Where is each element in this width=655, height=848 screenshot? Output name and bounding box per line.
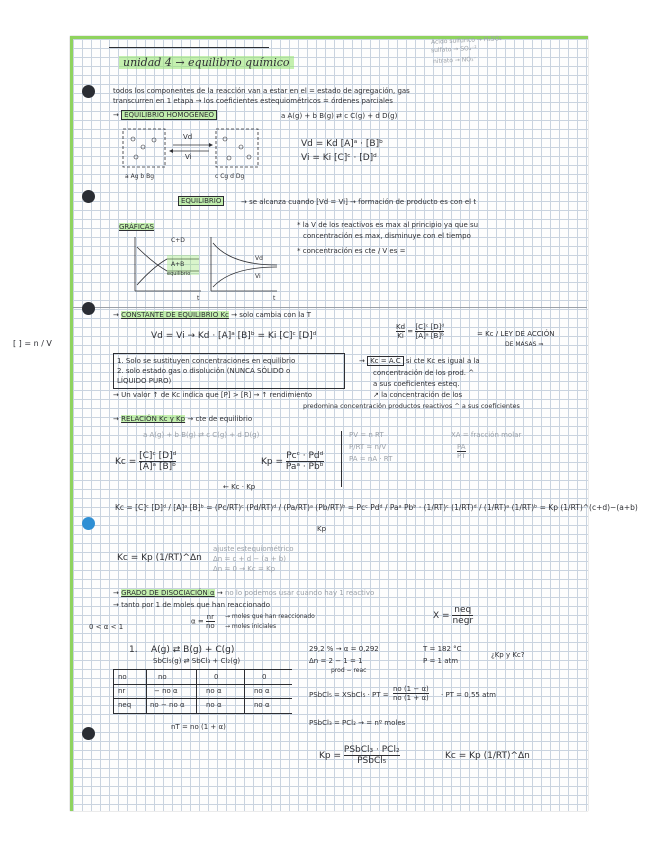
constante-text: solo cambia con la T xyxy=(239,311,311,319)
kc-kp-arrow: ← Kc · Kp xyxy=(223,483,256,491)
grado-label: GRADO DE DISOCIACIÓN α xyxy=(121,589,215,597)
exercise-kp-label: Kp = xyxy=(319,751,342,761)
graph-eq-label: equilibrio xyxy=(167,271,191,277)
corner-note-3: nitrato → NO₃⁻ xyxy=(432,55,477,66)
exercise-dn: Δn = 2 − 1 = 1 xyxy=(309,657,363,665)
row-nr-c1: − no α xyxy=(154,687,178,695)
corner-note-2: sulfato → SO₄⁻² xyxy=(430,44,477,55)
pv-line-2: P/RT = n/V xyxy=(349,443,387,451)
header-rule xyxy=(109,47,269,48)
binder-hole-5 xyxy=(82,727,95,740)
exercise-reaction-2: SbCl₅(g) ⇄ SbCl₃ + Cl₂(g) xyxy=(153,657,241,665)
alpha-den: no xyxy=(205,622,215,630)
graficas-note-2: * concentración es cte / V es = xyxy=(297,247,406,255)
row-neq-c3: no α xyxy=(254,701,270,709)
row-nr-c2: no α xyxy=(206,687,222,695)
exercise-psbcl5: PSbCl₅ = XSbCl₅ · PT = xyxy=(309,691,389,699)
relacion-text: cte de equilibrio xyxy=(195,415,253,423)
graph-vd-label: Vd xyxy=(255,255,263,262)
ki-label: Ki xyxy=(397,332,404,340)
alpha-num: nr xyxy=(206,613,214,621)
relacion-kp-label: Kp xyxy=(317,525,327,533)
vi-equation: Vi = Ki [C]ᶜ · [D]ᵈ xyxy=(301,153,377,163)
relacion-divider xyxy=(341,431,342,487)
row-no-c1: no xyxy=(158,673,167,681)
row-neq-c2: no α xyxy=(206,701,222,709)
kc-den: [A]ᵃ [B]ᵇ xyxy=(139,462,176,472)
relacion-final: Kc = Kp (1/RT)^Δn xyxy=(117,553,202,563)
row-no-c3: 0 xyxy=(262,673,267,681)
row-neq-c1: no − no α xyxy=(150,701,185,709)
intro-line-2: transcurren en 1 etapa → los coeficientes estequiométricos = órdenes parciales xyxy=(113,97,393,105)
graph-cd-label: C+D xyxy=(171,237,185,244)
graficas-note-1b: concentración es max, disminuye con el tiempo xyxy=(303,232,471,240)
exercise-kp-kc-question: ¿Kp y Kc? xyxy=(491,651,525,659)
homogeneo-reaction: a A(g) + b B(g) ⇄ c C(g) + d D(g) xyxy=(281,112,398,120)
exercise-temp: T = 182 °C xyxy=(423,645,462,653)
row-neq-label: neq xyxy=(118,701,132,709)
binder-hole-1 xyxy=(82,85,95,98)
constante-equation: Vd = Vi → Kd · [A]ᵃ [B]ᵇ = Ki [C]ᶜ [D]ᵈ xyxy=(151,331,317,341)
graph1-t-label: t xyxy=(197,295,200,302)
exercise-pct: 29,2 % → α = 0,292 xyxy=(309,645,379,653)
corner-note-1: Ácido sulfúrico → H₂SO₄ xyxy=(430,35,502,46)
row-no-label: no xyxy=(118,673,127,681)
binder-hole-3 xyxy=(82,302,95,315)
rule-1: 1. Solo se sustituyen concentraciones en equilibrio xyxy=(117,357,296,365)
xa-pa: PA xyxy=(457,443,466,451)
row-nr-label: nr xyxy=(118,687,126,695)
constante-result: = Kc / LEY DE ACCIÓN xyxy=(477,330,555,338)
valor-line: → Un valor ↑ de Kc indica que [P] > [R] → ↑ rendimiento xyxy=(113,391,313,399)
row-no-c2: 0 xyxy=(214,673,219,681)
valor-line-2: ↗ la concentración de los xyxy=(373,391,463,399)
dn-note-2: Δn = 0 → Kc = Kp xyxy=(213,565,276,573)
alpha-range: 0 < α < 1 xyxy=(89,623,124,631)
rule-3: LÍQUIDO PURO) xyxy=(117,377,172,385)
reactor-diagram xyxy=(121,127,271,179)
xa-label: XA = fracción molar xyxy=(451,431,522,439)
valor-line-3: predomina concentración productos reactivos ^ a sus coeficientes xyxy=(303,402,520,410)
constante-frac-den: [A]ᵃ [B]ᵇ xyxy=(415,332,445,340)
graficas-note-1: * la V de los reactivos es max al principio ya que su xyxy=(297,221,479,229)
graficas-label: GRÁFICAS xyxy=(119,223,155,231)
constante-label: CONSTANTE DE EQUILIBRIO Kc xyxy=(121,311,229,319)
kp-num: Pcᶜ · Pdᵈ xyxy=(286,451,324,461)
chi-label: X = xyxy=(433,611,450,621)
alpha-o-note: → moles iniciales xyxy=(225,623,277,630)
kc-text-3: a sus coeficientes esteq. xyxy=(373,380,460,388)
graph2-t-label: t xyxy=(273,295,276,302)
row-nr-c3: no α xyxy=(254,687,270,695)
alpha-label: α = xyxy=(191,617,204,626)
exercise-kp-num: PSbCl₃ · PCl₂ xyxy=(343,745,400,755)
vd-arrow-label: Vd xyxy=(183,133,193,141)
kc-text-1: si cte Kc es igual a la xyxy=(405,357,480,365)
relacion-long-derivation: Kc = [C]ᶜ [D]ᵈ / [A]ᵃ [B]ᵇ = (Pc/RT)ᶜ (Pd/RT)ᵈ / (Pa/RT)ᵃ (Pb/RT)ᵇ = Pcᶜ Pdᵈ / Paᵃ Pbᵇ · (1/RT)ᶜ (1/RT)ᵈ / (1/RT)ᵃ (1/RT)ᵇ = Kp (1/RT)^(c+d)−(a+b) xyxy=(115,503,638,512)
binder-hole-4 xyxy=(82,517,95,530)
relacion-label: RELACIÓN Kc y Kp xyxy=(121,415,186,423)
intro-line-1: todos los componentes de la reacción van a estar en el = estado de agregación, gas xyxy=(113,87,410,95)
vi-arrow-label: Vi xyxy=(185,153,192,161)
notebook-page: Ácido sulfúrico → H₂SO₄ sulfato → SO₄⁻² nitrato → NO₃⁻ unidad 4 → equilibrio químico todos los componentes de la reacción van a estar en el = estado de agregación, gas transcurren en 1 etapa → los coeficientes estequiométricos = órdenes parciales → EQUILIBRIO HOMOGÉNEO a A(g) + b B(g) ⇄ c C(g) + d D(g) Vd Vi a Ag b Bg c Cg d Dg Vd = Kd [A]ᵃ · [B]ᵇ Vi = Ki [C]ᶜ · [D]ᵈ EQUILIBRIO → se alcanza cuando [Vd = Vi] → formación de producto es con el t GRÁFICAS C+D A+B equilibrio t t Vd Vi * la V de los reactivos es max al principio ya que su concentración es max, disminuye con el tiempo * concentración es cte / V es = → CONSTANTE DE EQUILIBRIO Kc → solo cambia con la T [ ] = n / V Vd = Vi → Kd · [A]ᵃ [B]ᵇ = Ki [C]ᶜ [D]ᵈ $\frac{Kd}{Ki}$ = $\frac{\text{[C]ᶜ [D]ᵈ}}{\text{[A]ᵃ [B]ᵇ}}$ = Kc / LEY DE ACCIÓN DE MASAS ⇒ 1. Solo se sustituyen concentraciones en equilibrio 2. solo estado gas o disolución (NUNCA SÓLIDO o LÍQUIDO PURO) → Kc = A.C si cte Kc es igual a la concentración de los prod. ^ a sus coeficientes esteq. → Un valor ↑ de Kc indica que [P] > [R] → ↑ rendimiento ↗ la concentración de los predomina concentración productos reactivos ^ a sus coeficientes → RELACIÓN Kc y Kp → cte de equilibrio a A(g) + b B(g) ⇄ c C(g) + d D(g) Kc = $\frac{\text{[C]ᶜ [D]ᵈ}}{\text{[A]ᵃ [B]ᵇ}}$ Kp = Pcᶜ · Pdᵈ Paᵃ · Pbᵇ PV = n RT P/RT = n/V PA = nA · RT XA = fracción molar $\frac{PA}{PT}$ ← Kc · Kp Kc = [C]ᶜ [D]ᵈ / [A]ᵃ [B]ᵇ = (Pc/RT)ᶜ (Pd/RT)ᵈ / (Pa/RT)ᵃ (Pb/RT)ᵇ = Pcᶜ Pdᵈ / Paᵃ Pbᵇ · (1/RT)ᶜ (1/RT)ᵈ / (1/RT)ᵃ (1/RT)ᵇ = Kp (1/RT)^(c+d)−(a+b) Kp Kc = Kp (1/RT)^Δn ajuste estequiométrico Δn = c + d − (a + b) Δn = 0 → Kc = Kp → GRADO DE DISOCIACIÓN α → no lo podemos usar cuando hay 1 reactivo → tanto por 1 de moles que han reaccionado α = $\frac{nr}{no}$ → moles que han reaccionado → moles iniciales 0 < α < 1 X = neq negr 1. A(g) ⇄ B(g) + C(g) SbCl₅(g) ⇄ SbCl₃ + Cl₂(g) no no 0 0 nr − no α no α no α neq no − no α no α no α nT = no (1 + α) 29,2 % → α = 0,292 Δn = 2 − 1 = 1 prod − reac T = 182 °C P = 1 atm ¿Kp y Kc? PSbCl₅ = XSbCl₅ · PT = $\frac{no (1 - \alpha)}{no (1 + \alpha)}$ · PT = 0,55 atm PSbCl₃ = PCl₂ → = nº moles Kp = PSbCl₃ · PCl₂ PSbCl₅ Kc = Kp (1/RT)^Δn xyxy=(70,36,588,811)
exercise-frac-den: no (1 + α) xyxy=(393,694,429,702)
xa-pt: PT xyxy=(457,452,466,460)
grado-text: no lo podemos usar cuando hay 1 reactivo xyxy=(224,589,375,597)
alpha-r-note: → moles que han reaccionado xyxy=(225,613,315,620)
kc-num: [C]ᶜ [D]ᵈ xyxy=(139,451,177,461)
chi-num: neq xyxy=(454,605,472,615)
ice-table xyxy=(113,669,292,714)
graph-vi-label: Vi xyxy=(255,273,261,280)
kc-text-2: concentración de los prod. ^ xyxy=(373,369,475,377)
pv-line-1: PV = n RT xyxy=(349,431,384,439)
exercise-pressure: P = 1 atm xyxy=(423,657,459,665)
equilibrio-text: se alcanza cuando [Vd = Vi] → formación de producto es con el t xyxy=(249,198,477,206)
rule-2: 2. solo estado gas o disolución (NUNCA SÓLIDO o xyxy=(117,367,291,375)
exercise-reaction: A(g) ⇄ B(g) + C(g) xyxy=(151,645,235,655)
binder-hole-2 xyxy=(82,190,95,203)
react-left-label: a Ag b Bg xyxy=(125,173,155,180)
vd-equation: Vd = Kd [A]ᵃ · [B]ᵇ xyxy=(301,139,383,149)
concentration-side-note: [ ] = n / V xyxy=(13,339,52,348)
react-right-label: c Cg d Dg xyxy=(215,173,245,180)
graph-ab-label: A+B xyxy=(171,261,185,268)
concentration-velocity-graphs xyxy=(131,237,281,295)
equilibrio-homogeneo-label: EQUILIBRIO HOMOGÉNEO xyxy=(121,110,217,120)
chi-den: negr xyxy=(452,616,474,626)
relacion-reaction: a A(g) + b B(g) ⇄ c C(g) + d D(g) xyxy=(143,431,260,439)
pv-line-3: PA = nA · RT xyxy=(349,455,393,463)
constante-frac-num: [C]ᶜ [D]ᵈ xyxy=(415,323,445,331)
kp-eq-label: Kp = xyxy=(261,457,284,467)
exercise-equal-pressures: PSbCl₃ = PCl₂ → = nº moles xyxy=(309,719,406,727)
kd-label: Kd xyxy=(396,323,406,331)
equilibrio-label: EQUILIBRIO xyxy=(178,196,224,206)
exercise-pt-val: · PT = 0,55 atm xyxy=(441,691,496,699)
constante-result-2: DE MASAS ⇒ xyxy=(505,341,544,348)
kc-eq-label: Kc = xyxy=(115,457,137,467)
rules-box xyxy=(113,353,345,389)
exercise-prod-reac: prod − reac xyxy=(331,667,367,674)
dn-note-3: ajuste estequiométrico xyxy=(213,545,294,553)
kp-den: Paᵃ · Pbᵇ xyxy=(285,462,324,472)
exercise-total: nT = no (1 + α) xyxy=(171,723,226,731)
exercise-kp-den: PSbCl₅ xyxy=(357,756,387,766)
exercise-frac-num: no (1 − α) xyxy=(393,685,429,693)
exercise-number: 1. xyxy=(129,645,138,655)
page-title: unidad 4 → equilibrio químico xyxy=(119,56,294,69)
grado-line-1: → tanto por 1 de moles que han reaccionado xyxy=(113,601,271,609)
dn-note-1: Δn = c + d − (a + b) xyxy=(213,555,286,563)
kc-ac-box: Kc = A.C xyxy=(367,356,404,366)
section-divider xyxy=(73,307,587,308)
exercise-kc-final: Kc = Kp (1/RT)^Δn xyxy=(445,751,530,761)
